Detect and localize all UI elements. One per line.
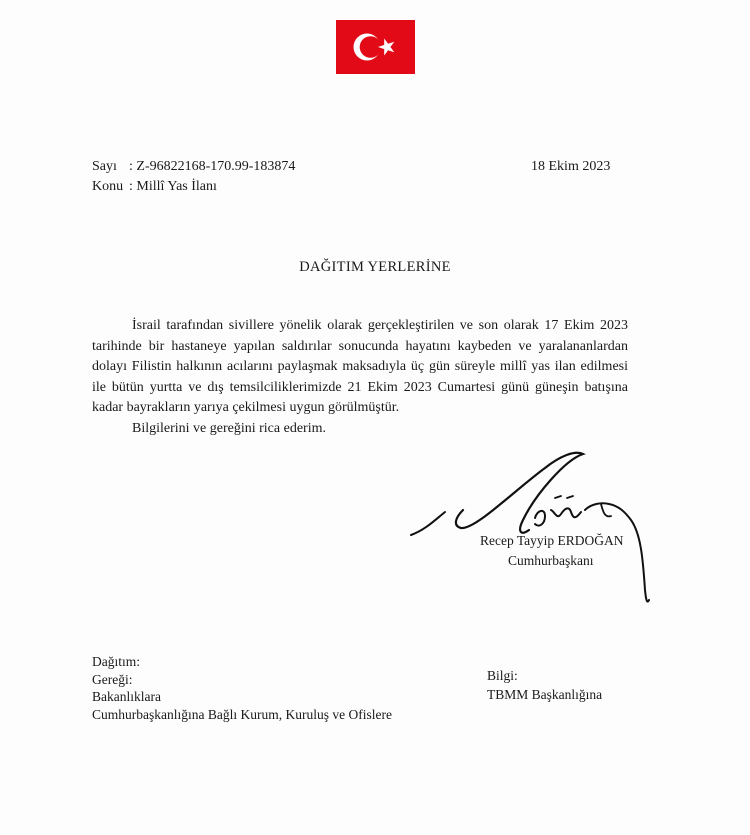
signer-title: Cumhurbaşkanı bbox=[508, 553, 594, 568]
turkish-flag-icon bbox=[336, 20, 415, 74]
signature-icon bbox=[405, 440, 665, 610]
geregi-label: Gereği: bbox=[92, 671, 133, 687]
signer-block bbox=[480, 531, 624, 571]
dagitim-label: Dağıtım: bbox=[92, 654, 140, 669]
konu-value: : Millî Yas İlanı bbox=[129, 179, 217, 194]
sayi-value: : Z-96822168-170.99-183874 bbox=[129, 159, 296, 174]
recipient-ministries: Bakanlıklara bbox=[92, 689, 161, 704]
subject-line bbox=[92, 178, 217, 196]
document-body bbox=[92, 316, 628, 439]
reference-number bbox=[92, 158, 295, 176]
signer-name: Recep Tayyip ERDOĞAN bbox=[480, 533, 624, 548]
sayi-label: Sayı bbox=[92, 159, 117, 174]
body-closing: Bilgilerini ve gereğini rica ederim. bbox=[132, 420, 326, 436]
bilgi-block bbox=[487, 666, 602, 704]
bilgi-recipient: TBMM Başkanlığına bbox=[487, 687, 603, 702]
bilgi-label: Bilgi: bbox=[487, 668, 518, 683]
document-date: 18 Ekim 2023 bbox=[531, 159, 611, 174]
distribution-list bbox=[92, 653, 392, 723]
document-heading: DAĞITIM YERLERİNE bbox=[299, 259, 451, 275]
konu-label: Konu bbox=[92, 179, 124, 194]
body-paragraph: İsrail tarafından sivillere yönelik olarak gerçekleştirilen ve son olarak 17 Ekim 2023 tarihinde bir hastaneye yapılan saldırılar sonucunda hayatını kaybeden ve yaralananlardan dolayı Filistin halkının acılarını paylaşmak maksadıyla üç gün süreyle millî yas ilan edilmesi ile bütün yurtta ve dış temsilciliklerimizde 21 Ekim 2023 Cumartesi günü güneşin batışına kadar bayrakların yarıya çekilmesi uygun görülmüştür. bbox=[92, 318, 628, 415]
recipient-institutions: Cumhurbaşkanlığına Bağlı Kurum, Kuruluş ve Ofislere bbox=[92, 706, 392, 722]
